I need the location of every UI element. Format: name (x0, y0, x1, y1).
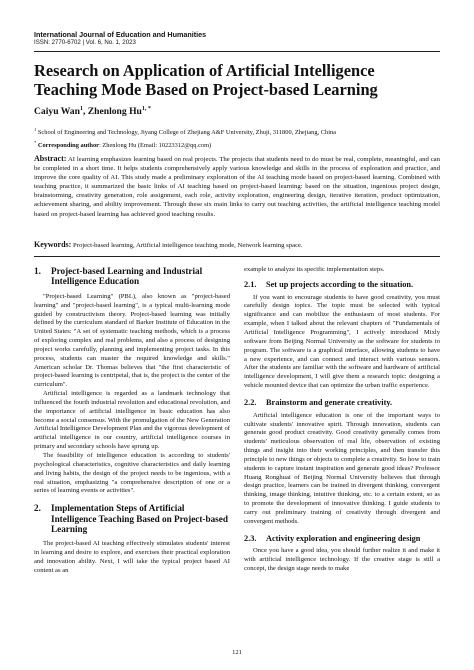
left-column (34, 266, 230, 576)
corresponding-author (34, 138, 440, 151)
keywords-label: Keywords: (34, 240, 72, 249)
section-1-title: Project-based Learning and Industrial Intelligence Education (51, 266, 203, 287)
section-2-1-title: Set up projects according to the situation. (266, 279, 414, 289)
section-2-heading (34, 503, 230, 534)
author-1-affil: 1 (79, 106, 83, 112)
section-2-2-title: Brainstorm and generate creativity. (266, 397, 393, 407)
keywords-text: Project-based learning, Artificial intelligence teaching mode, Network learning space. (71, 242, 303, 249)
author-2-affil: 1, * (141, 106, 151, 112)
section-2-2-paragraph: Artificial intelligence education is one of the important ways to cultivate students' innovative spirit. Through innovation, students can generate good product creativity. Good creativity generally comes from students' meticulous observation of real life, observation of existing things and insight into their working principles, and then transfer this principle to new things or objects to complete a creativity. So how to train students to capture instant inspiration and generate good ideas? Professor Huang Ronghuai of Beijing Normal University believes that through design practice, learners can be trained in divergent thinking, convergent thinking, image thinking, intuitive thinking, etc. to a certain extent, so as to promote the development of innovative thinking. I guide students to carry out preliminary training of creativity through divergent and convergent methods. (244, 411, 440, 525)
section-2-title: Implementation Steps of Artificial Intelligence Teaching Based on Project-based Learning (51, 503, 228, 535)
section-2-3-paragraph: Once you have a good idea, you should further realize it and make it with artificial intelligence technology. If the creative stage is still a concept, the design stage needs to make (244, 547, 440, 573)
section-1-paragraph-1: "Project-based Learning" (PBL), also known as "project-based learning" and "project-based learning", is a typical multi-learning mode guided by constructivism theory. Project-based learning was initially defined by the curriculum standard of Barker Institute of Education in the United States: "A set of systematic teaching methods, which is a process of exploring complex and real problems, and also a process of designing project works carefully, planning and implementing project tasks. In this process, students can master the required knowledge and skills." American scholar Dr. Thomas believes that "the first characteristic of project-based learning is centripetal, that is, the project is the center of the curriculum". (34, 292, 230, 389)
paper-title (34, 62, 440, 99)
corresponding-text: : Zhenlong Hu (Email: 10223312@qq.com) (99, 142, 212, 150)
section-1-number: 1. (34, 266, 41, 276)
author-2: Zhenlong Hu (87, 106, 142, 118)
section-2-1-paragraph: If you want to encourage students to have good creativity, you must carefully design topics. The topic must be selected with typical significance and can mobilize the enthusiasm of most students. For example, when I talked about the relevant chapters of "Fundamentals of Artificial Intelligence Programming", I actively introduced Mixly software from Beijing Normal University as the software for students to program. The software is a graphical interface, allowing students to have a new experience, and can connect and interact with various sensors. After the students are familiar with the software and hardware of artificial intelligence development, I will give them a research topic: designing a vehicle mounted device that can optimize the urban traffic experience. (244, 293, 440, 390)
title-line-2: Teaching Mode Based on Project-based Learning (34, 79, 378, 99)
section-1-paragraph-3: The feasibility of intelligence education is according to students' psychological characteristics, cognitive characteristics and daily learning and living habits, the design of the project needs to be ingenious, with a real situation, emphasizing "a comprehensive description of one or a series of learning events or activities". (34, 452, 230, 495)
affiliation-marker: 1 (34, 127, 37, 132)
corresponding-marker: * (34, 140, 37, 146)
right-column (244, 266, 440, 574)
abstract-text: AI learning emphasizes learning based on real projects. The projects that students need to do must be real, complete, meaningful, and can be completed in a short time. It helps students comprehensively apply various knowledge and skills in the process of exploration and practice, and improve the core quality of AI. This study made a preliminary exploration of the AI teaching mode based on project-based learning. Combined with teaching practice, it summarized the basic links of AI teaching based on project-based learning: based on the situation, ingenious project design, brainstorming, creativity generation, role assignment, each role, activity exploration, engineering design, iterative iteration, product optimization, achievement sharing, and ability improvement. Through these six main links to carry out teaching activities, the artificial intelligence teaching model based on project-based learning has achieved good teaching results. (34, 156, 440, 218)
section-2-1-number: 2.1. (244, 279, 257, 289)
section-2-1-heading (244, 280, 440, 290)
section-2-2-number: 2.2. (244, 397, 257, 407)
affiliation-text: School of Engineering and Technology, Jiyang College of Zhejiang A&F University, Zhuji, 311800, Zhejiang, China (37, 129, 337, 137)
section-1-heading (34, 266, 230, 287)
section-2-number: 2. (34, 503, 41, 514)
title-line-1: Research on Application of Artificial Intelligence (34, 61, 375, 80)
abstract-label: Abstract: (34, 154, 67, 163)
author-separator: , (82, 106, 88, 118)
author-1: Caiyu Wan (34, 106, 80, 118)
journal-name: International Journal of Education and Humanities (34, 30, 207, 39)
issn-line: ISSN: 2770-6702 | Vol. 6, No. 1, 2023 (34, 39, 136, 46)
section-2-3-heading (244, 534, 440, 544)
affiliations (34, 125, 440, 151)
section-2-paragraph-1: The project-based AI teaching effectively stimulates students' interest in learning and desire to explore, and exercises their practical exploration and innovation ability. Next, I will take the typical project based AI content as an (34, 540, 230, 574)
section-1-paragraph-2: Artificial intelligence is regarded as a landmark technology that influenced the fourth industrial revolution and educational revolution, and the importance of artificial intelligence in basic education has also become a social consensus. With the promulgation of the New Generation Artificial Intelligence Development Plan and the vigorous development of artificial intelligence in our country, artificial intelligence courses in primary and secondary schools have sprung up. (34, 390, 230, 451)
header-rule (34, 51, 440, 52)
abstract-rule (34, 256, 440, 257)
abstract (34, 154, 440, 219)
page-number: 121 (232, 649, 242, 656)
continued-paragraph: example to analyze its specific implementation steps. (244, 266, 385, 273)
section-2-3-number: 2.3. (244, 533, 257, 543)
author-list (34, 106, 151, 117)
affiliation-1 (34, 125, 440, 138)
section-2-3-title: Activity exploration and engineering design (266, 533, 421, 543)
corresponding-label: Corresponding author (37, 142, 99, 150)
section-2-2-heading (244, 398, 440, 408)
keywords (34, 240, 440, 249)
